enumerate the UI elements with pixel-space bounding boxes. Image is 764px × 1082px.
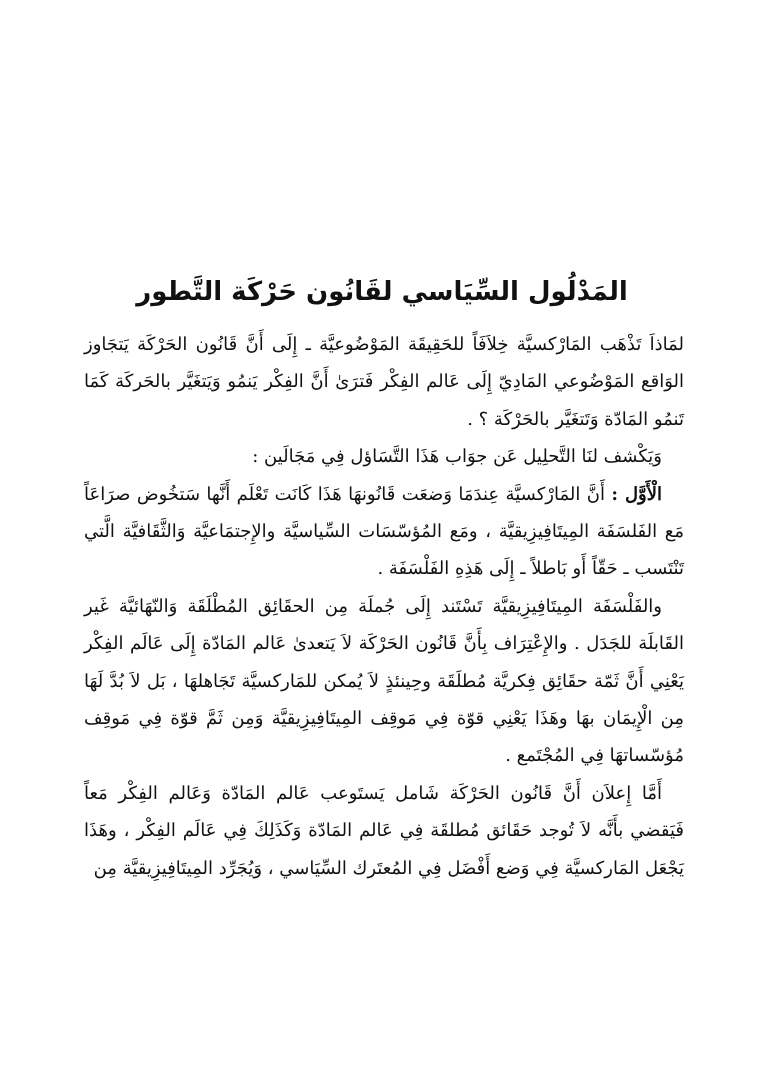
paragraph-4: والفَلْسَفَة المِيتَافِيزِيقيَّة تَسْتَند إِلَى جُملَة مِن الحقَائِق المُطْلَقَة وَالنّهَائيَّة غَير القَابلَة للجَدَل . والإِعْتِرَاف بِأَنَّ قَانُون الحَرْكَة لاَ يَتعدىٰ عَالم المَادّة إِلَى عَالَم الفِكْر يَعْنِي أَنَّ ثَمّة حقَائِق فِكريَّة مُطلَقَة وحِينئذٍ لاَ يُمكن للمَاركسيَّة تَجَاهلهَا ، بَل لاَ بُدَّ لَهَا مِن الْإِيمَان بهَا وهَذَا يَعْنِي قوّة فِي مَوقِف المِيتَافِيزِيقيَّة وَمِن ثَمَّ قوّة فِي مَوقِف مُؤسّساتهَا فِي المُجْتَمع . [84, 595, 684, 767]
paragraph-1: لمَاذاَ تَذْهَب المَارْكسيَّة خِلاَفَاً للحَقِيقَة المَوْضُوعيَّة ـ إِلَى أَنَّ قَانُون الحَرْكَة يَتجَاوز الوَاقع المَوْضُوعي المَادِيّ إِلَى عَالم الفِكْر فَترَىٰ أَنَّ الفِكْر يَنمُو وَيَتغَيَّر بالحَركَة كَمَا تَنمُو المَادّة وَتَتغَيَّر بالحَرْكَة ؟ . [84, 334, 684, 430]
paragraph-5: أَمَّا إِعلاَن أَنَّ قَانُون الحَرْكَة شَامل يَستَوعب عَالم المَادّة وَعَالم الفِكْر مَعاً فَيَقضي بأَنَّه لاَ تُوجد حَقَائق مُطلقَة فِي عَالم المَادّة وَكَذَلِكَ فِي عَالَم الفِكْر ، وهَذَا يَجْعَل المَاركسيَّة فِي وَضع أَفْضَل فِي المُعتَرك السِّيَاسي ، وَيُجَرِّد المِيتَافِيزِيقيَّة مِن [84, 782, 684, 879]
chapter-title: المَدْلُول السِّيَاسي لقَانُون حَرْكَة التَّطور [136, 277, 628, 307]
paragraph-3-text: أَنَّ المَارْكسيَّة عِندَمَا وَضعَت قَانُونهَا هَذَا كَانَت تَعْلَم أَنَّها سَتخُوض صرَاعَاً مَع الفَلسَفَة المِيتَافِيزِيقيَّة ، ومَع المُؤسّسَات السِّياسيَّة والإِجتمَاعيَّة وَالثَّقَافيَّة الَّتي تَنْتَسب ـ حَقّاً أَو بَاطلاً ـ إِلَى هَذِهِ الفَلْسَفَة . [84, 483, 684, 580]
paragraph-3 [84, 476, 684, 588]
paragraph-3-lead: الْأَوَّل : [611, 483, 662, 505]
body-text [84, 326, 684, 887]
paragraph-2: وَيَكْشف لنَا التَّحلِيل عَن جوَاب هَذَا التَّسَاؤل فِي مَجَالَين : [252, 446, 662, 468]
